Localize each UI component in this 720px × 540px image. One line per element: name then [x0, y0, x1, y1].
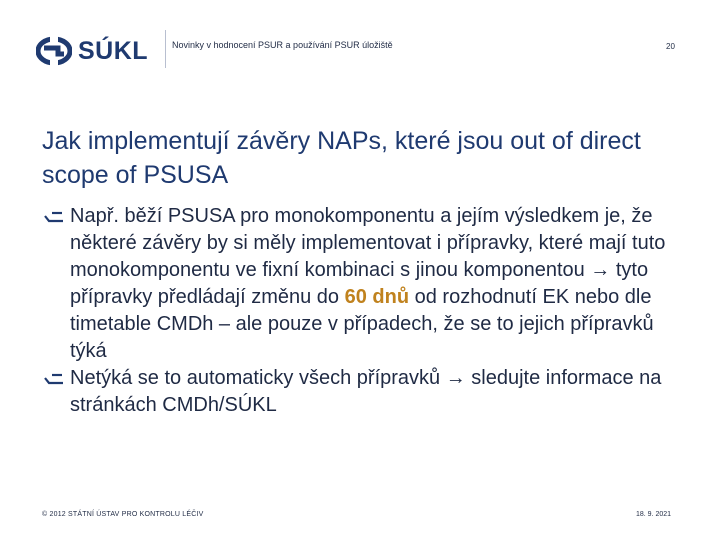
bullet-item-1	[42, 203, 682, 365]
sukl-logo-icon	[36, 36, 72, 66]
bullet-list	[42, 203, 682, 419]
slide-title: Jak implementují závěry NAPs, které jsou out of direct scope of PSUSA	[42, 127, 641, 189]
bullet-text: Např. běží PSUSA pro monokomponentu a jejím výsledkem je, že některé závěry by si měly implementovat i přípravky, které mají tuto monokomponentu ve fixní kombinaci s jinou komponentou → tyto přípravky předládají změnu do	[70, 205, 666, 308]
logo-text: SÚKL	[78, 36, 149, 65]
check-bullet-icon	[44, 210, 64, 224]
bullet-text: Netýká se to automaticky všech přípravků → sledujte informace na stránkách CMDh/SÚKL	[70, 367, 662, 416]
bullet-item-2	[42, 365, 682, 419]
header-divider	[165, 30, 166, 68]
footer-date: 18. 9. 2021	[636, 511, 672, 518]
page-number: 20	[666, 42, 675, 51]
bullet-text-after: od rozhodnutí EK nebo dle timetable CMDh – ale pouze v případech, že se to jejich přípravků týká	[70, 286, 654, 362]
bullet-highlight: 60 dnů	[344, 286, 410, 308]
footer-copyright: © 2012 STÁTNÍ ÚSTAV PRO KONTROLU LÉČIV	[42, 511, 204, 518]
sukl-logo	[36, 34, 148, 68]
check-bullet-icon	[44, 372, 64, 386]
presentation-title: Novinky v hodnocení PSUR a používání PSUR úložiště	[172, 40, 393, 50]
